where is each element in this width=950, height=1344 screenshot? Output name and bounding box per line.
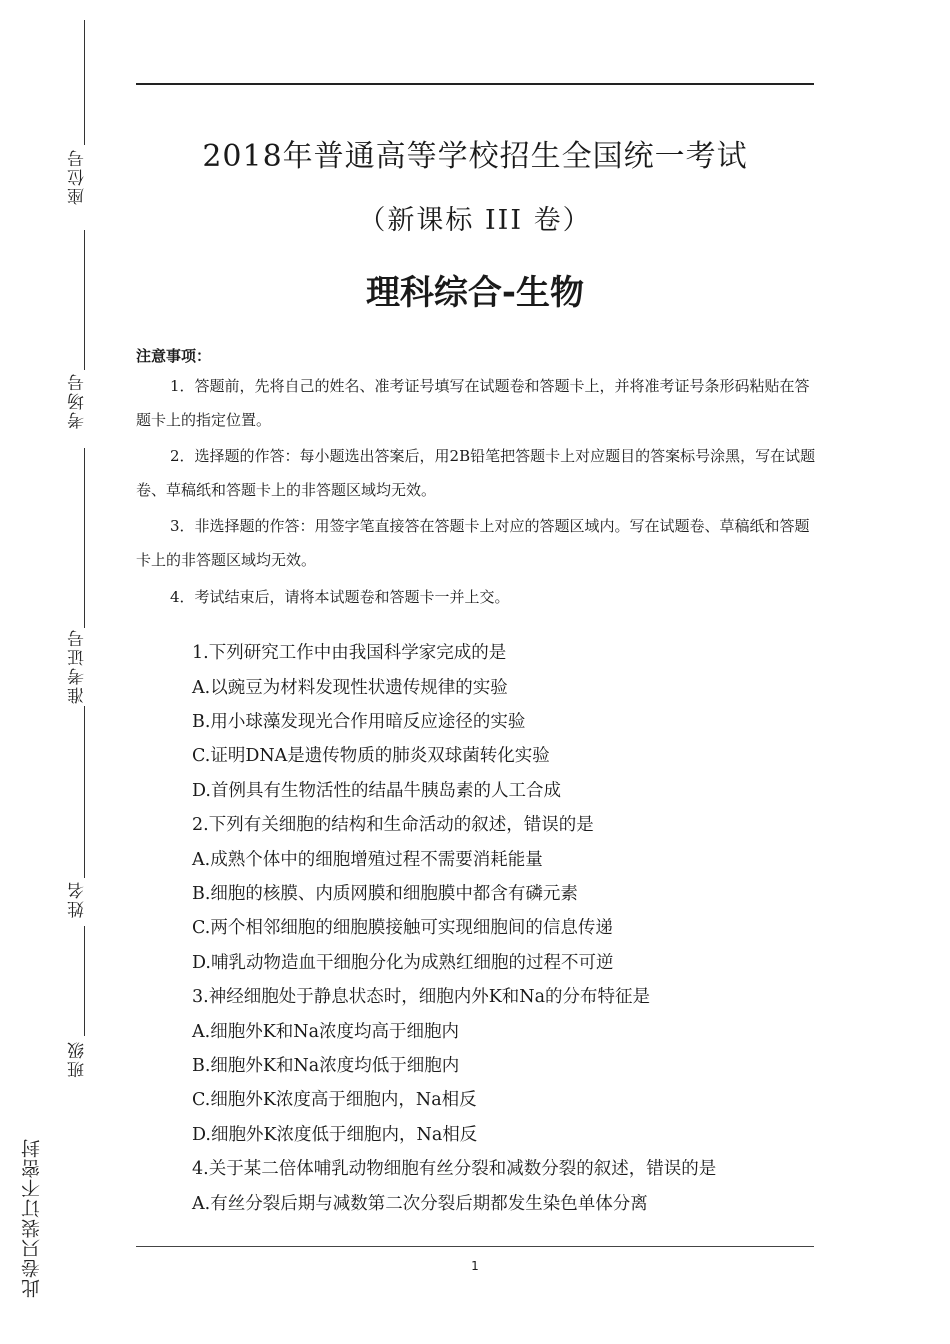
- question-option: A.成熟个体中的细胞增殖过程不需要消耗能量: [192, 850, 543, 870]
- question-option: A.有丝分裂后期与减数第二次分裂后期都发生染色单体分离: [192, 1194, 648, 1214]
- question-stem: 3.神经细胞处于静息状态时，细胞内外K和Na的分布特征是: [192, 987, 651, 1007]
- ticket-number-label: 准考证号: [68, 628, 88, 704]
- question-option: C.细胞外K浓度高于细胞内，Na相反: [192, 1090, 477, 1110]
- notice-item: 4．考试结束后，请将本试题卷和答题卡一并上交。: [170, 588, 510, 606]
- exam-title: 2018年普通高等学校招生全国统一考试: [202, 139, 748, 174]
- ticket-number-field: [84, 706, 85, 878]
- notice-item: 1．答题前，先将自己的姓名、准考证号填写在试题卷和答题卡上，并将准考证号条形码粘贴在答题卡上的指定位置。: [136, 377, 810, 429]
- name-field: [84, 926, 85, 1036]
- seal-note: 此卷只装订不密封: [21, 1138, 43, 1298]
- page-number: 1: [471, 1259, 479, 1273]
- question-stem: 2.下列有关细胞的结构和生命活动的叙述，错误的是: [192, 815, 594, 835]
- seat-number-label: 座位号: [68, 148, 88, 205]
- question-stem: 4.关于某二倍体哺乳动物细胞有丝分裂和减数分裂的叙述，错误的是: [192, 1159, 717, 1179]
- question-option: B.细胞的核膜、内质网膜和细胞膜中都含有磷元素: [192, 884, 578, 904]
- question-option: B.细胞外K和Na浓度均低于细胞内: [192, 1056, 460, 1076]
- question-option: D.细胞外K浓度低于细胞内，Na相反: [192, 1125, 478, 1145]
- exam-room-field: [84, 448, 85, 628]
- question-option: D.哺乳动物造血干细胞分化为成熟红细胞的过程不可逆: [192, 953, 614, 973]
- exam-room-label: 考场号: [68, 372, 88, 429]
- question-option: C.两个相邻细胞的细胞膜接触可实现细胞间的信息传递: [192, 918, 613, 938]
- exam-subtitle: （新课标 III 卷）: [358, 205, 592, 236]
- notice-heading: 注意事项：: [136, 347, 212, 365]
- question-stem: 1.下列研究工作中由我国科学家完成的是: [192, 643, 507, 663]
- question-option: D.首例具有生物活性的结晶牛胰岛素的人工合成: [192, 781, 561, 801]
- class-label: 班级: [68, 1040, 88, 1078]
- margin-rule: [84, 20, 85, 145]
- question-option: A.细胞外K和Na浓度均高于细胞内: [192, 1022, 460, 1042]
- question-option: A.以豌豆为材料发现性状遗传规律的实验: [192, 678, 508, 698]
- notice-item: 2．选择题的作答：每小题选出答案后，用2B铅笔把答题卡上对应题目的答案标号涂黑，写在试题卷、草稿纸和答题卡上的非答题区域均无效。: [136, 447, 816, 499]
- subject-title: 理科综合-生物: [365, 273, 585, 313]
- top-rule: [136, 83, 814, 85]
- question-option: C.证明DNA是遗传物质的肺炎双球菌转化实验: [192, 746, 550, 766]
- question-option: B.用小球藻发现光合作用暗反应途径的实验: [192, 712, 526, 732]
- footer-rule: [136, 1246, 814, 1247]
- notice-item: 3．非选择题的作答：用签字笔直接答在答题卡上对应的答题区域内。写在试题卷、草稿纸和答题卡上的非答题区域均无效。: [136, 517, 810, 569]
- name-label: 姓名: [68, 880, 88, 918]
